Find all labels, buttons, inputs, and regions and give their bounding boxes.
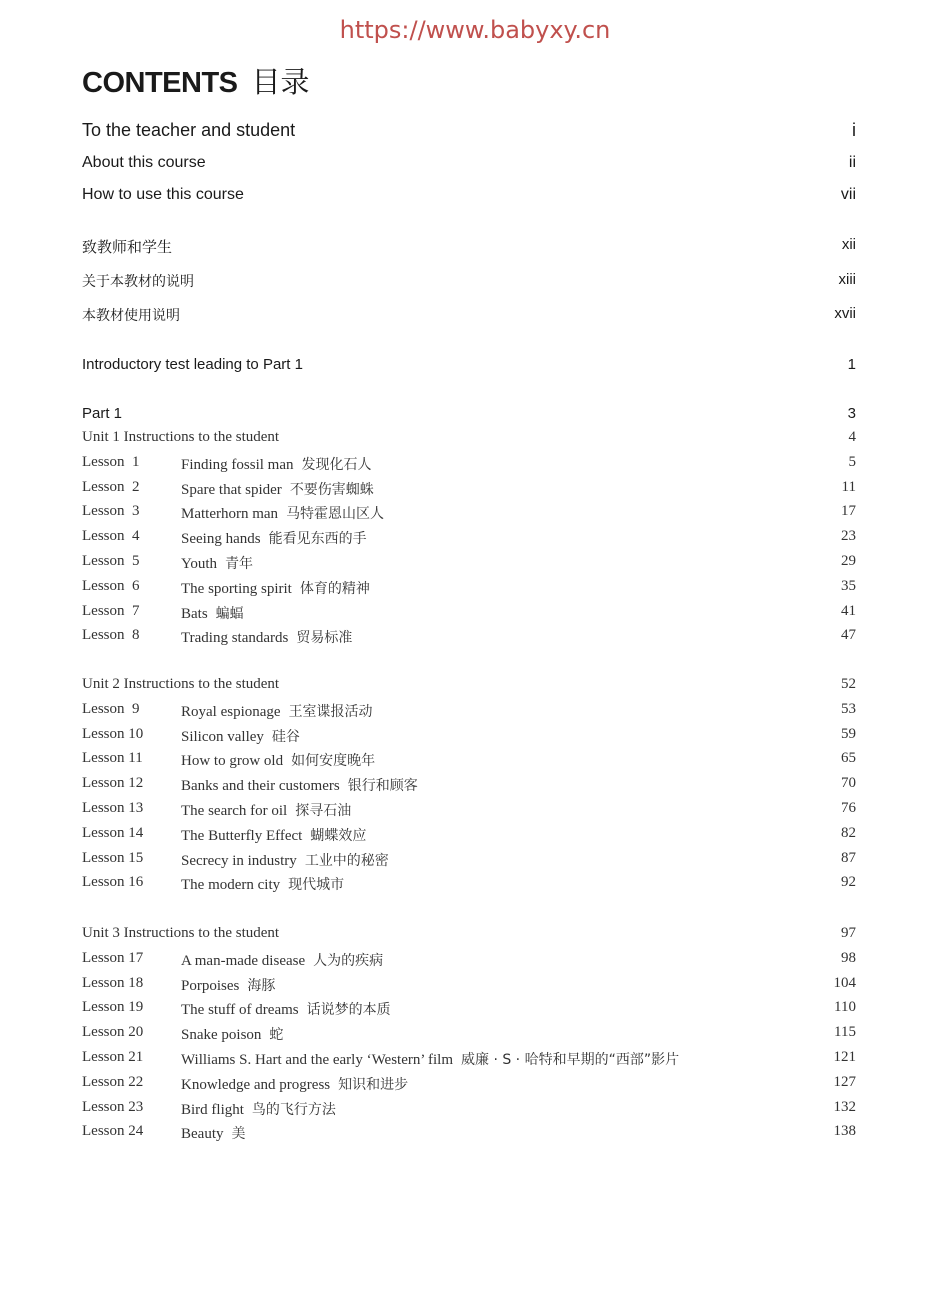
lesson-title [181, 726, 300, 746]
toc-lesson-row[interactable] [82, 528, 856, 554]
lesson-number: Lesson 7 [82, 602, 140, 619]
lesson-title-cn: 美 [231, 1126, 246, 1143]
toc-entry-label: 关于本教材的说明 [82, 274, 194, 290]
lesson-page: 87 [841, 849, 856, 866]
lesson-page: 82 [841, 824, 856, 841]
lesson-title [181, 701, 373, 721]
lesson-page: 127 [833, 1073, 856, 1090]
toc-lesson-row[interactable] [82, 775, 856, 801]
toc-entry-page: ii [848, 154, 856, 171]
toc-entry-page: xii [841, 236, 856, 253]
toc-lesson-row[interactable] [82, 603, 856, 629]
toc-entry-cn-about-course[interactable] [82, 271, 856, 297]
toc-entry-label: About this course [82, 154, 206, 171]
toc-lesson-row[interactable] [82, 479, 856, 505]
lesson-page: 110 [834, 999, 856, 1016]
toc-unit-page: 52 [841, 676, 856, 692]
toc-entry-label: 本教材使用说明 [82, 308, 180, 324]
lesson-page: 53 [841, 700, 856, 717]
lesson-title-cn: 威廉 · S · 哈特和早期的“西部”影片 [461, 1052, 680, 1068]
toc-unit-2[interactable] [82, 676, 856, 702]
lesson-title-cn: 发现化石人 [301, 456, 372, 473]
lesson-page: 41 [841, 602, 856, 619]
lesson-title [181, 775, 418, 795]
lesson-page: 35 [841, 577, 856, 594]
lesson-title [181, 750, 375, 770]
toc-unit-page: 97 [841, 925, 856, 941]
lesson-title-en: The search for oil [181, 803, 288, 819]
lesson-page: 98 [841, 949, 856, 966]
toc-lesson-row[interactable] [82, 553, 856, 579]
lesson-title-en: The modern city [181, 877, 281, 894]
lesson-number: Lesson 23 [82, 1098, 144, 1115]
lesson-number: Lesson 21 [82, 1049, 144, 1065]
lesson-title-cn: 如何安度晚年 [291, 753, 376, 770]
lesson-page: 11 [841, 478, 856, 495]
lesson-title-en: Youth [181, 556, 217, 572]
lesson-title [181, 800, 351, 820]
toc-lesson-row[interactable] [82, 950, 856, 976]
toc-entry-page: xvii [834, 305, 856, 322]
toc-lesson-row[interactable] [82, 1074, 856, 1100]
lesson-title-en: Bats [181, 605, 208, 622]
lesson-title-cn: 贸易标准 [296, 630, 353, 647]
lesson-number: Lesson 3 [82, 503, 140, 520]
lesson-title-cn: 鸟的飞行方法 [251, 1101, 336, 1118]
lesson-title [181, 454, 372, 474]
lesson-page: 65 [841, 750, 856, 767]
toc-lesson-row[interactable] [82, 1123, 856, 1149]
toc-lesson-row[interactable] [82, 850, 856, 876]
toc-lesson-row[interactable] [82, 1099, 856, 1125]
toc-lesson-row[interactable] [82, 726, 856, 752]
lesson-title-cn: 能看见东西的手 [268, 531, 367, 548]
toc-lesson-row[interactable] [82, 1024, 856, 1050]
toc-entry-label: How to use this course [82, 186, 244, 203]
lesson-title-cn: 知识和进步 [338, 1076, 409, 1093]
lesson-title-en: The Butterfly Effect [181, 827, 303, 844]
lesson-number: Lesson 13 [82, 800, 144, 816]
lesson-title [181, 874, 344, 894]
toc-lesson-row[interactable] [82, 800, 856, 826]
lesson-number: Lesson 6 [82, 577, 140, 594]
toc-unit-label: Unit 1 Instructions to the student [82, 429, 280, 445]
lesson-title [181, 975, 275, 995]
title-cn: 目录 [251, 65, 310, 99]
lesson-title [181, 1123, 246, 1143]
lesson-title-en: Spare that spider [181, 481, 282, 498]
lesson-title-cn: 人为的疾病 [313, 952, 384, 969]
lesson-number: Lesson 1 [82, 453, 140, 470]
toc-lesson-row[interactable] [82, 627, 856, 653]
toc-lesson-row[interactable] [82, 503, 856, 529]
toc-unit-1[interactable] [82, 429, 856, 455]
lesson-number: Lesson 16 [82, 874, 144, 891]
lesson-page: 92 [841, 874, 856, 891]
lesson-number: Lesson 18 [82, 974, 144, 991]
lesson-title-cn: 探寻石油 [295, 803, 352, 819]
lesson-title-en: A man-made disease [181, 952, 306, 969]
lesson-page: 70 [841, 775, 856, 792]
lesson-title [181, 1074, 408, 1094]
lesson-title [181, 528, 367, 548]
lesson-number: Lesson 17 [82, 949, 144, 966]
title-en: CONTENTS [82, 67, 238, 99]
toc-lesson-row[interactable] [82, 999, 856, 1025]
toc-lesson-row[interactable] [82, 1049, 856, 1075]
toc-lesson-row[interactable] [82, 701, 856, 727]
lesson-page: 29 [841, 553, 856, 569]
toc-entry-page: xiii [838, 271, 856, 288]
lesson-number: Lesson 14 [82, 824, 144, 841]
toc-entry-page: 1 [847, 356, 856, 373]
toc-unit-3[interactable] [82, 925, 856, 951]
lesson-title-cn: 青年 [225, 556, 253, 572]
lesson-page: 104 [833, 974, 856, 991]
toc-unit-label: Unit 2 Instructions to the student [82, 676, 280, 692]
lesson-title-en: Royal espionage [181, 703, 281, 720]
toc-entry-page: vii [840, 186, 856, 203]
toc-entry-page: 3 [847, 405, 856, 422]
lesson-number: Lesson 2 [82, 478, 140, 495]
lesson-title [181, 1049, 679, 1069]
lesson-page: 132 [833, 1098, 856, 1115]
lesson-title-en: Matterhorn man [181, 506, 279, 523]
lesson-number: Lesson 10 [82, 725, 144, 742]
toc-entry-how-to-use[interactable] [82, 186, 856, 212]
toc-entry-teacher-student[interactable] [82, 120, 856, 146]
lesson-title-en: Knowledge and progress [181, 1076, 331, 1093]
toc-entry-label: To the teacher and student [82, 120, 296, 140]
toc-lesson-row[interactable] [82, 975, 856, 1001]
toc-unit-label: Unit 3 Instructions to the student [82, 925, 280, 941]
lesson-title [181, 825, 366, 845]
toc-unit-page: 4 [848, 429, 856, 445]
lesson-number: Lesson 9 [82, 700, 140, 717]
lesson-title [181, 503, 384, 523]
lesson-number: Lesson 5 [82, 553, 140, 569]
lesson-number: Lesson 4 [82, 528, 140, 545]
lesson-page: 59 [841, 725, 856, 742]
lesson-title [181, 850, 389, 870]
lesson-title-en: Finding fossil man [181, 456, 294, 473]
toc-lesson-row[interactable] [82, 874, 856, 900]
toc-entry-cn-teacher-student[interactable] [82, 236, 856, 262]
lesson-page: 138 [833, 1123, 856, 1140]
toc-lesson-row[interactable] [82, 454, 856, 480]
toc-lesson-row[interactable] [82, 750, 856, 776]
toc-entry-label: Introductory test leading to Part 1 [82, 356, 303, 373]
lesson-title-en: Secrecy in industry [181, 852, 297, 869]
lesson-page: 76 [841, 800, 856, 816]
lesson-number: Lesson 8 [82, 627, 140, 644]
lesson-title-en: The stuff of dreams [181, 1002, 299, 1019]
lesson-title-cn: 体育的精神 [299, 580, 370, 597]
lesson-title-en: Banks and their customers [181, 778, 340, 795]
lesson-title-cn: 话说梦的本质 [306, 1002, 391, 1019]
toc-lesson-row[interactable] [82, 578, 856, 604]
toc-entry-about-course[interactable] [82, 154, 856, 180]
lesson-page: 115 [834, 1024, 856, 1041]
lesson-title-en: Bird flight [181, 1101, 244, 1118]
lesson-number: Lesson 15 [82, 849, 144, 866]
lesson-title-cn: 硅谷 [271, 728, 300, 745]
lesson-title-en: How to grow old [181, 753, 284, 770]
lesson-title-cn: 现代城市 [288, 877, 345, 894]
lesson-number: Lesson 20 [82, 1024, 144, 1041]
lesson-title [181, 479, 374, 499]
lesson-title-cn: 蝙蝠 [215, 605, 244, 622]
lesson-title-cn: 蝴蝶效应 [310, 827, 367, 844]
lesson-title-cn: 银行和顾客 [347, 778, 418, 795]
lesson-title [181, 578, 370, 598]
toc-entry-page: i [852, 120, 856, 140]
lesson-title-cn: 马特霍恩山区人 [286, 506, 385, 523]
lesson-page: 121 [833, 1049, 856, 1065]
lesson-title-cn: 王室谍报活动 [288, 703, 373, 720]
lesson-number: Lesson 24 [82, 1123, 144, 1140]
lesson-title-en: Snake poison [181, 1027, 262, 1044]
lesson-title-en: Porpoises [181, 977, 240, 994]
lesson-title-en: Seeing hands [181, 531, 261, 548]
lesson-title-en: Beauty [181, 1126, 224, 1143]
toc-entry-part-1[interactable] [82, 405, 856, 431]
lesson-number: Lesson 11 [82, 750, 143, 767]
lesson-title [181, 603, 244, 623]
lesson-title [181, 627, 352, 647]
lesson-title-en: Trading standards [181, 630, 289, 647]
lesson-title-cn: 海豚 [247, 977, 276, 994]
lesson-title [181, 999, 391, 1019]
lesson-number: Lesson 22 [82, 1073, 144, 1090]
lesson-page: 47 [841, 627, 856, 644]
lesson-number: Lesson 19 [82, 999, 144, 1016]
lesson-title-cn: 不要伤害蜘蛛 [289, 481, 374, 498]
lesson-title [181, 950, 383, 970]
lesson-title [181, 1024, 283, 1044]
lesson-title-cn: 工业中的秘密 [304, 852, 389, 869]
toc-entry-label: Part 1 [82, 405, 123, 422]
lesson-title [181, 553, 253, 573]
watermark-url: https://www.babyxy.cn [339, 16, 611, 44]
lesson-title-en: Williams S. Hart and the early ‘Western’ film [181, 1052, 453, 1068]
toc-entry-intro-test[interactable] [82, 356, 856, 382]
lesson-title-en: The sporting spirit [181, 580, 292, 597]
lesson-page: 17 [841, 503, 856, 520]
lesson-title-en: Silicon valley [181, 728, 264, 745]
lesson-number: Lesson 12 [82, 775, 144, 792]
lesson-page: 5 [848, 453, 856, 470]
lesson-title-cn: 蛇 [269, 1027, 284, 1044]
toc-lesson-row[interactable] [82, 825, 856, 851]
toc-entry-label: 致教师和学生 [82, 238, 173, 256]
page-title [82, 60, 310, 101]
lesson-page: 23 [841, 528, 856, 545]
lesson-title [181, 1099, 336, 1119]
toc-entry-cn-how-to-use[interactable] [82, 305, 856, 331]
